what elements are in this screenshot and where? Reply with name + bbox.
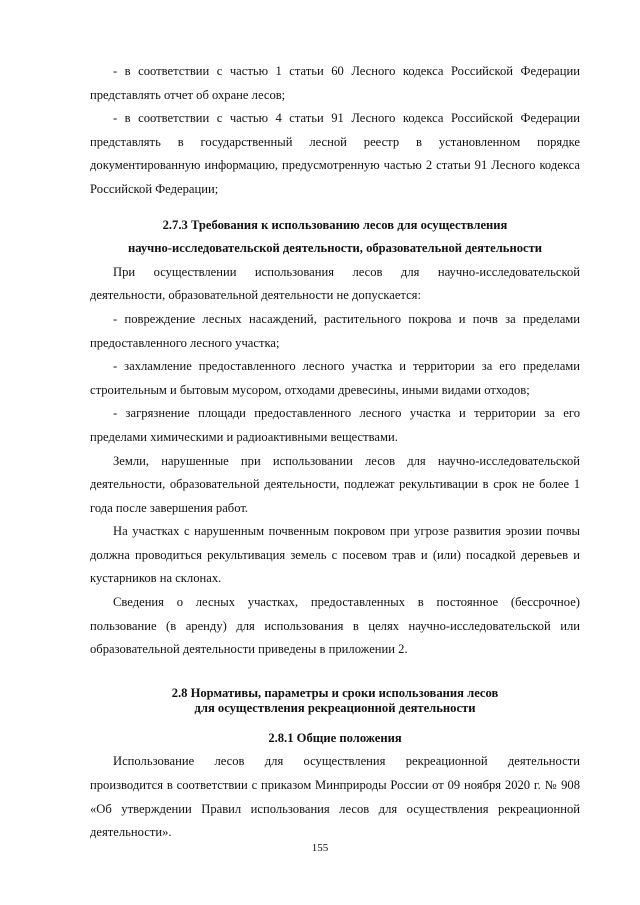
paragraph-forest-registry: - в соответствии с частью 4 статьи 91 Лесного кодекса Российской Федерации представлять в государственный лесной реестр в установленном порядке документированную информацию, предусмотренную частью 2 статьи 91 Лесного кодекса Российской Федерации; — [90, 111, 580, 196]
paragraph-appendix-ref: Сведения о лесных участках, предоставленных в постоянное (бессрочное) пользование (в аренду) для использования в целях научно-исследовательской или образовательной деятельности приведены в приложении 2. — [90, 595, 580, 657]
section-2-8-title-line2: для осуществления рекреационной деятельности — [194, 701, 476, 716]
paragraph-forest-protection-report: - в соответствии с частью 1 статьи 60 Лесного кодекса Российской Федерации представлять отчет об охране лесов; — [90, 64, 580, 102]
paragraph-pollution: - загрязнение площади предоставленного лесного участка и территории за его пределами химическими и радиоактивными веществами. — [90, 406, 580, 444]
paragraph-erosion: На участках с нарушенным почвенным покровом при угрозе развития эрозии почвы должна проводиться рекультивация земель с посевом трав и (или) посадкой деревьев и кустарников на склонах. — [90, 524, 580, 586]
section-2-8-1-title: 2.8.1 Общие положения — [268, 730, 402, 745]
section-2-8-title-line1: 2.8 Нормативы, параметры и сроки использования лесов — [171, 685, 499, 700]
paragraph-recreation-first-line: Использование лесов для осуществления рекреационной деятельности — [113, 754, 580, 769]
paragraph-damage: - повреждение лесных насаждений, растительного покрова и почв за пределами предоставленного лесного участка; — [90, 311, 580, 350]
document-page — [90, 60, 580, 845]
page-number: 155 — [311, 842, 329, 854]
paragraph-recreation-rest: производится в соответствии с приказом Минприроды России от 09 ноября 2020 г. № 908 «Об утверждении Правил использования лесов для осуществления рекреационной деятельности». — [90, 778, 580, 840]
paragraph-littering: - захламление предоставленного лесного участка и территории за его пределами строительным и бытовым мусором, отходами древесины, иными видами отходов; — [90, 359, 580, 397]
section-2-7-3-title-line2: научно-исследовательской деятельности, образовательной деятельности — [127, 241, 543, 256]
paragraph-prohibitions-intro: При осуществлении использования лесов для научно-исследовательской деятельности, образовательной деятельности не допускается: — [90, 264, 580, 303]
paragraph-recultivation-term: Земли, нарушенные при использовании лесов для научно-исследовательской деятельности, образовательной деятельности, подлежат рекультивации в срок не более 1 года после завершения работ. — [90, 453, 580, 515]
section-2-7-3-title-line1: 2.7.3 Требования к использованию лесов для осуществления — [162, 217, 508, 232]
